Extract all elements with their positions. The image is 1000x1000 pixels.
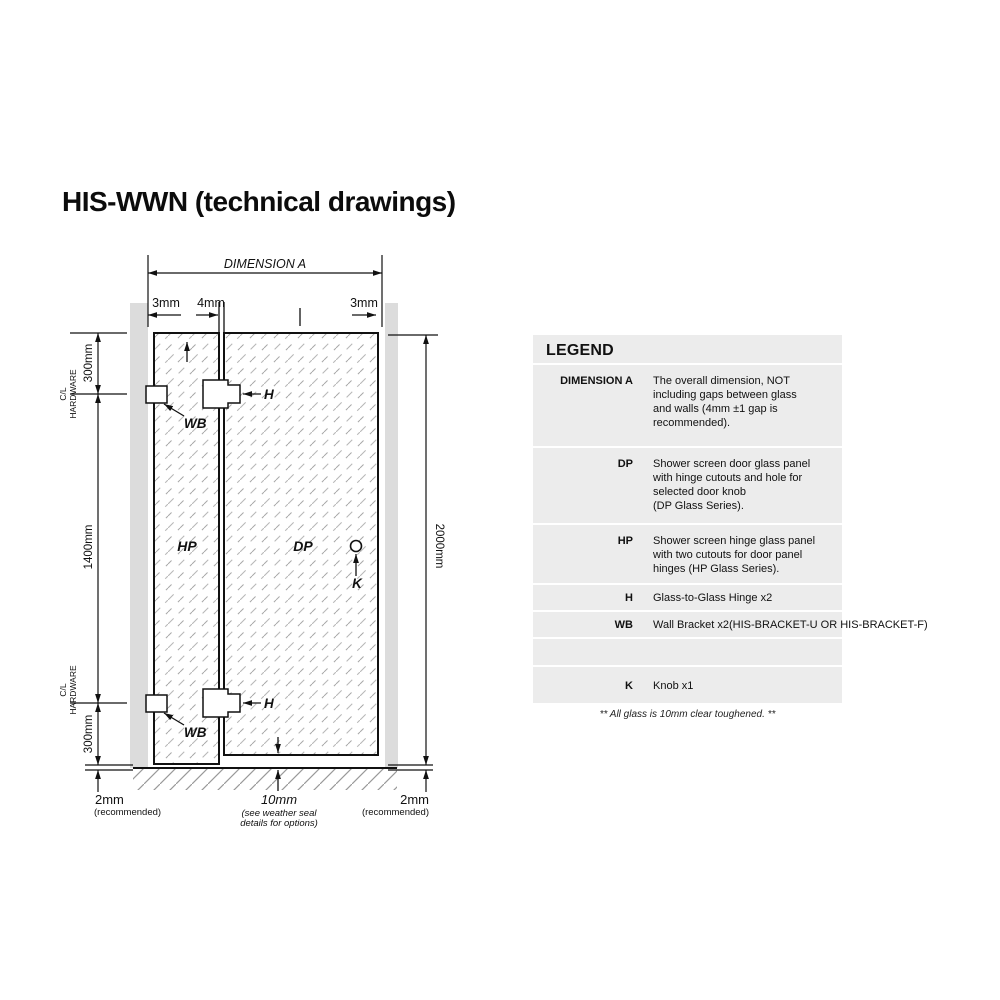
legend-row-k [533, 665, 842, 703]
hinge-label-upper: H [264, 387, 274, 402]
hinge-label-lower: H [264, 696, 274, 711]
floor-gap-right-value: 2mm [400, 792, 429, 807]
legend-definition: Shower screen door glass panel with hinge cutouts and hole for selected door knob (DP Glass Series). [653, 458, 811, 512]
legend-definition: Wall Bracket x2(HIS-BRACKET-U OR HIS-BRACKET-F) [653, 619, 928, 631]
page-title: HIS-WWN (technical drawings) [62, 186, 456, 217]
legend-row-dimension-a [533, 363, 842, 446]
dimension-a-label: DIMENSION A [223, 257, 307, 271]
knob-circle [351, 541, 362, 552]
legend-term: HP [617, 535, 633, 547]
hardware-top: HARDWARE [68, 369, 78, 419]
wall-bracket-lower [146, 695, 167, 712]
seal-gap-value: 10mm [260, 792, 298, 807]
gap-door-label: 4mm [197, 296, 225, 310]
top-gap-lines [148, 302, 376, 333]
gap-left-label: 3mm [152, 296, 180, 310]
wall-bracket-upper [146, 386, 167, 403]
knob-label: K [352, 576, 362, 591]
legend-definition: Shower screen hinge glass panel with two cutouts for door panel hinges (HP Glass Series). [653, 535, 816, 575]
legend-row-dp [533, 446, 842, 523]
legend-definition: Knob x1 [653, 680, 694, 692]
wall-bracket-label-upper: WB [184, 416, 207, 431]
cl-top: C/L [58, 387, 68, 401]
dim-300-top: 300mm [83, 343, 95, 383]
floor-gap-right-note: (recommended) [361, 807, 429, 818]
legend-term: H [625, 592, 633, 604]
legend-term: K [625, 680, 633, 692]
seal-gap-note-1: (see weather seal [241, 808, 317, 819]
wall-bracket-label-lower: WB [184, 725, 207, 740]
legend-footnote: ** All glass is 10mm clear toughened. ** [599, 709, 776, 720]
legend-definition: Glass-to-Glass Hinge x2 [653, 592, 773, 604]
dim-1400: 1400mm [83, 524, 95, 570]
floor-gap-left-value: 2mm [95, 792, 124, 807]
legend-row-wb [533, 610, 928, 637]
legend-row-hp [533, 523, 842, 583]
legend-row-h [533, 583, 842, 610]
dim-2000: 2000mm [433, 523, 445, 569]
legend-term: DIMENSION A [560, 375, 633, 387]
seal-gap-note-2: details for options) [240, 818, 318, 829]
floor-hatch [133, 769, 397, 790]
wall-right [385, 303, 398, 768]
legend-title: LEGEND [546, 342, 614, 359]
left-dimension-lines [70, 333, 133, 792]
legend-row-empty [533, 637, 842, 665]
panel-dp-label: DP [293, 538, 313, 554]
hardware-bottom: HARDWARE [68, 665, 78, 715]
cl-bottom: C/L [58, 683, 68, 697]
technical-drawing [40, 245, 470, 845]
legend-definition: The overall dimension, NOT including gaps between glass and walls (4mm ±1 gap is recommended). [653, 375, 797, 429]
dim-300-bottom: 300mm [83, 714, 95, 754]
gap-right-label: 3mm [350, 296, 378, 310]
panel-hp-label: HP [177, 538, 197, 554]
floor-gap-left-note: (recommended) [94, 807, 162, 818]
legend [533, 335, 928, 703]
legend-term: DP [617, 458, 633, 470]
legend-term: WB [614, 619, 633, 631]
